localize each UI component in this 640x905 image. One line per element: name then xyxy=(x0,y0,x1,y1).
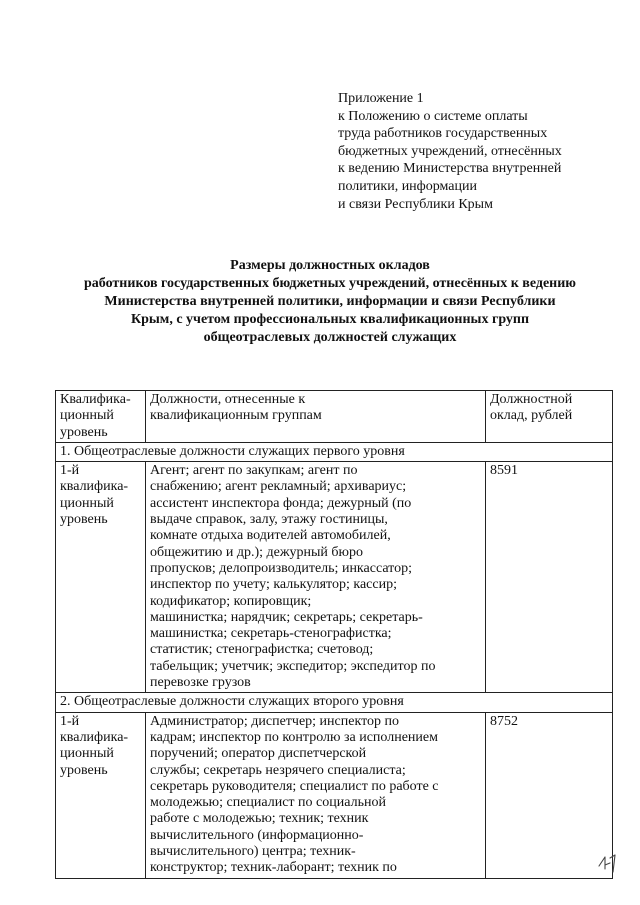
header-level-line: ционный xyxy=(60,408,114,424)
title-line: общеотраслевых должностей служащих xyxy=(203,330,457,345)
positions-line: ассистент инспектора фонда; дежурный (по xyxy=(150,495,412,511)
appendix-line: к Положению о системе оплаты xyxy=(338,108,528,124)
appendix-line: бюджетных учреждений, отнесённых xyxy=(338,143,562,159)
section-title: 2. Общеотраслевые должности служащих второго уровня xyxy=(56,693,613,712)
positions-line: Агент; агент по закупкам; агент по xyxy=(150,463,358,479)
level-line: квалифика- xyxy=(60,479,129,495)
section-title-row xyxy=(56,442,613,461)
header-salary xyxy=(486,391,613,443)
title-line: Размеры должностных окладов xyxy=(230,258,430,273)
positions-line: молодежью; специалист по социальной xyxy=(150,795,386,811)
header-level xyxy=(56,391,146,443)
positions-line: Администратор; диспетчер; инспектор по xyxy=(150,713,399,729)
header-level-line: Квалифика- xyxy=(60,392,131,407)
header-salary-line: оклад, рублей xyxy=(490,408,573,424)
positions-line: кадрам; инспектор по контролю за исполнением xyxy=(150,729,438,745)
positions-line: машинистка; нарядчик; секретарь; секретарь- xyxy=(150,609,423,625)
header-salary-line: Должностной xyxy=(490,392,573,407)
table-header-row xyxy=(56,391,613,443)
level-line: уровень xyxy=(60,512,108,528)
appendix-note xyxy=(338,90,618,213)
level-line: ционный xyxy=(60,495,114,511)
appendix-line: труда работников государственных xyxy=(338,126,548,142)
positions-line: снабжению; агент рекламный; архивариус; xyxy=(150,479,407,495)
appendix-line: и связи Республики Крым xyxy=(338,196,493,212)
title-line: Министерства внутренней политики, информации и связи Республики xyxy=(104,294,556,309)
positions-line: статистик; стенографистка; счетовод; xyxy=(150,642,374,658)
positions-line: табельщик; учетчик; экспедитор; экспедитор по xyxy=(150,658,436,674)
positions-line: пропусков; делопроизводитель; инкассатор; xyxy=(150,560,413,576)
header-positions-line: квалификационным группам xyxy=(150,408,322,424)
level-line: уровень xyxy=(60,762,108,778)
positions-line: секретарь руководителя; специалист по работе с xyxy=(150,778,439,794)
salary-table xyxy=(55,390,613,879)
positions-line: поручений; оператор диспетчерской xyxy=(150,746,367,762)
positions-line: кодификатор; копировщик; xyxy=(150,593,312,609)
title-line: Крым, с учетом профессиональных квалификационных групп xyxy=(130,312,530,327)
positions-line: выдаче справок, залу, этажу гостиницы, xyxy=(150,512,388,528)
header-positions-line: Должности, отнесенные к xyxy=(150,392,306,407)
salary-cell: 8752 xyxy=(486,712,613,878)
header-positions xyxy=(146,391,486,443)
positions-line: общежитию и др.); дежурный бюро xyxy=(150,544,364,560)
level-line: квалифика- xyxy=(60,729,129,745)
appendix-line: Приложение 1 xyxy=(338,91,424,106)
level-cell xyxy=(56,712,146,878)
table-row xyxy=(56,462,613,693)
appendix-line: политики, информации xyxy=(338,178,477,194)
section-title-row xyxy=(56,693,613,712)
header-level-line: уровень xyxy=(60,424,108,440)
handwritten-mark-icon xyxy=(596,852,620,874)
positions-line: конструктор; техник-лаборант; техник по xyxy=(150,860,397,876)
positions-line: вычислительного (информационно- xyxy=(150,827,364,843)
level-line: ционный xyxy=(60,746,114,762)
positions-line: службы; секретарь незрячего специалиста; xyxy=(150,762,406,778)
positions-line: работе с молодежью; техник; техник xyxy=(150,811,369,827)
level-line: 1-й xyxy=(60,713,80,729)
level-line: 1-й xyxy=(60,463,80,479)
level-cell xyxy=(56,462,146,693)
table-row xyxy=(56,712,613,878)
positions-line: перевозке грузов xyxy=(150,675,251,691)
positions-line: инспектор по учету; калькулятор; кассир; xyxy=(150,577,397,593)
title-line: работников государственных бюджетных учреждений, отнесённых к ведению xyxy=(84,276,576,291)
salary-cell: 8591 xyxy=(486,462,613,693)
appendix-line: к ведению Министерства внутренней xyxy=(338,161,562,177)
positions-line: комнате отдыха водителей автомобилей, xyxy=(150,528,391,544)
section-title: 1. Общеотраслевые должности служащих первого уровня xyxy=(56,442,613,461)
positions-line: машинистка; секретарь-стенографистка; xyxy=(150,626,392,642)
positions-line: вычислительного) центра; техник- xyxy=(150,844,356,860)
positions-cell xyxy=(146,462,486,693)
positions-cell xyxy=(146,712,486,878)
document-title xyxy=(40,257,620,347)
